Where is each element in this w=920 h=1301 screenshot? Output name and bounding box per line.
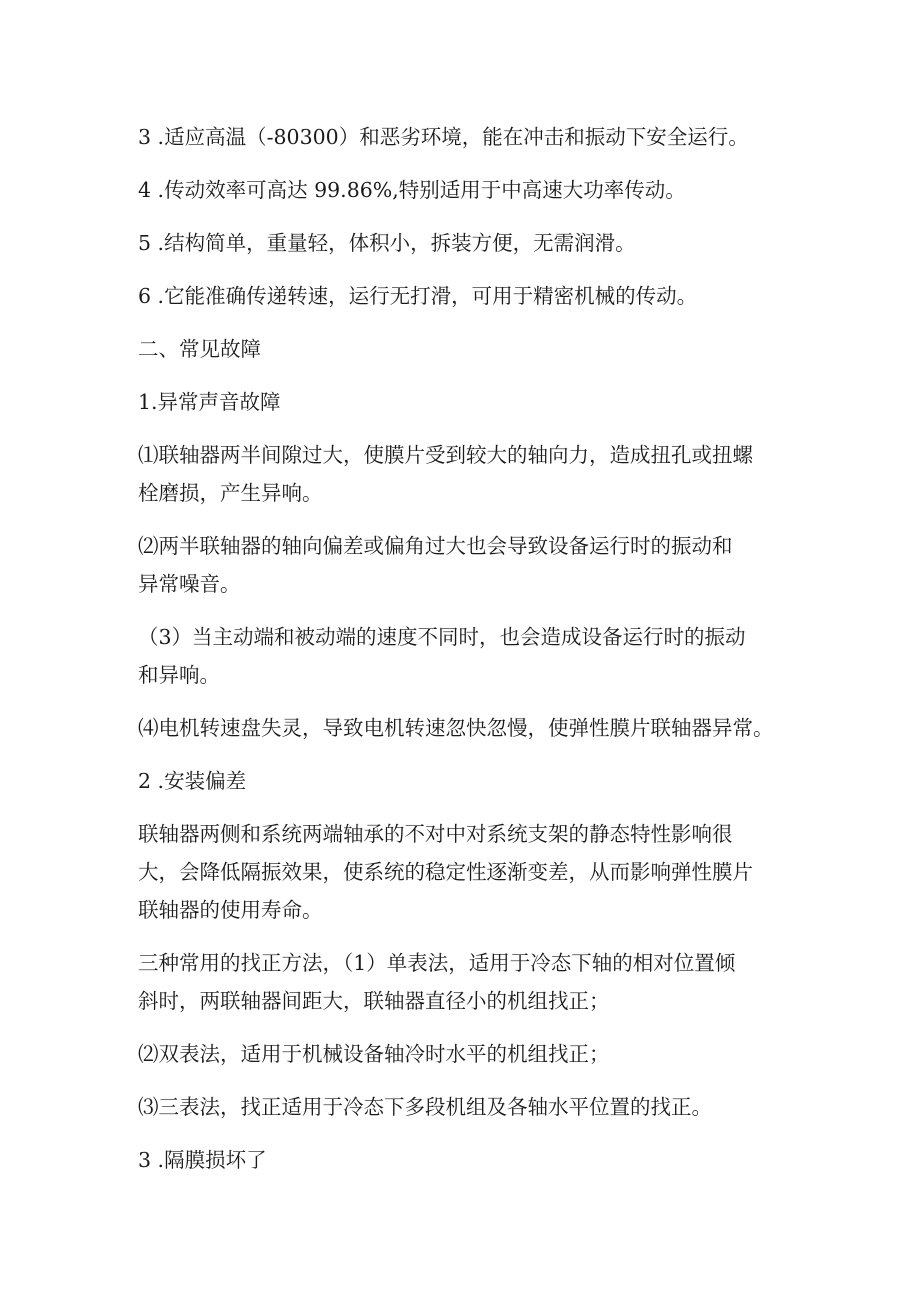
- text-line: 大，会降低隔振效果，使系统的稳定性逐渐变差，从而影响弹性膜片: [138, 860, 753, 884]
- paragraph-fault-1: [138, 436, 788, 512]
- paragraph-triple-gauge: ⑶三表法，找正适用于冷态下多段机组及各轴水平位置的找正。: [138, 1095, 712, 1119]
- subheading-diaphragm-damage: 3 .隔膜损坏了: [138, 1148, 267, 1172]
- list-item-3: 3 .适应高温（-80300）和恶劣环境，能在冲击和振动下安全运行。: [138, 125, 749, 149]
- list-item-6: 6 .它能准确传递转速，运行无打滑，可用于精密机械的传动。: [138, 284, 698, 308]
- text-line: ⑴联轴器两半间隙过大，使膜片受到较大的轴向力，造成扭孔或扭螺: [138, 443, 753, 467]
- subheading-installation-deviation: 2 .安装偏差: [138, 769, 247, 793]
- list-item-4: 4 .传动效率可高达 99.86%,特别适用于中高速大功率传动。: [138, 178, 686, 202]
- paragraph-fault-4: ⑷电机转速盘失灵，导致电机转速忽快忽慢，使弹性膜片联轴器异常。: [138, 716, 774, 740]
- paragraph-alignment-methods: [138, 944, 788, 1020]
- text-line: 和异响。: [138, 663, 220, 687]
- text-line: 斜时，两联轴器间距大，联轴器直径小的机组找正；: [138, 989, 610, 1013]
- paragraph-double-gauge: ⑵双表法，适用于机械设备轴冷时水平的机组找正；: [138, 1042, 610, 1066]
- text-line: （3）当主动端和被动端的速度不同时，也会造成设备运行时的振动: [138, 625, 746, 649]
- document-body: [138, 118, 788, 1179]
- text-line: 联轴器两侧和系统两端轴承的不对中对系统支架的静态特性影响很: [138, 822, 733, 846]
- text-line: 栓磨损，产生异响。: [138, 481, 323, 505]
- paragraph-fault-3: [138, 618, 788, 694]
- text-line: 三种常用的找正方法，（1）单表法，适用于冷态下轴的相对位置倾: [138, 951, 736, 975]
- text-line: 异常噪音。: [138, 572, 241, 596]
- section-heading-faults: 二、常见故障: [138, 337, 261, 361]
- subheading-abnormal-sound: 1.异常声音故障: [138, 390, 281, 414]
- list-item-5: 5 .结构简单，重量轻，体积小，拆装方便，无需润滑。: [138, 231, 636, 255]
- paragraph-misalignment: [138, 815, 788, 929]
- text-line: 联轴器的使用寿命。: [138, 898, 323, 922]
- paragraph-fault-2: [138, 527, 788, 603]
- text-line: ⑵两半联轴器的轴向偏差或偏角过大也会导致设备运行时的振动和: [138, 534, 733, 558]
